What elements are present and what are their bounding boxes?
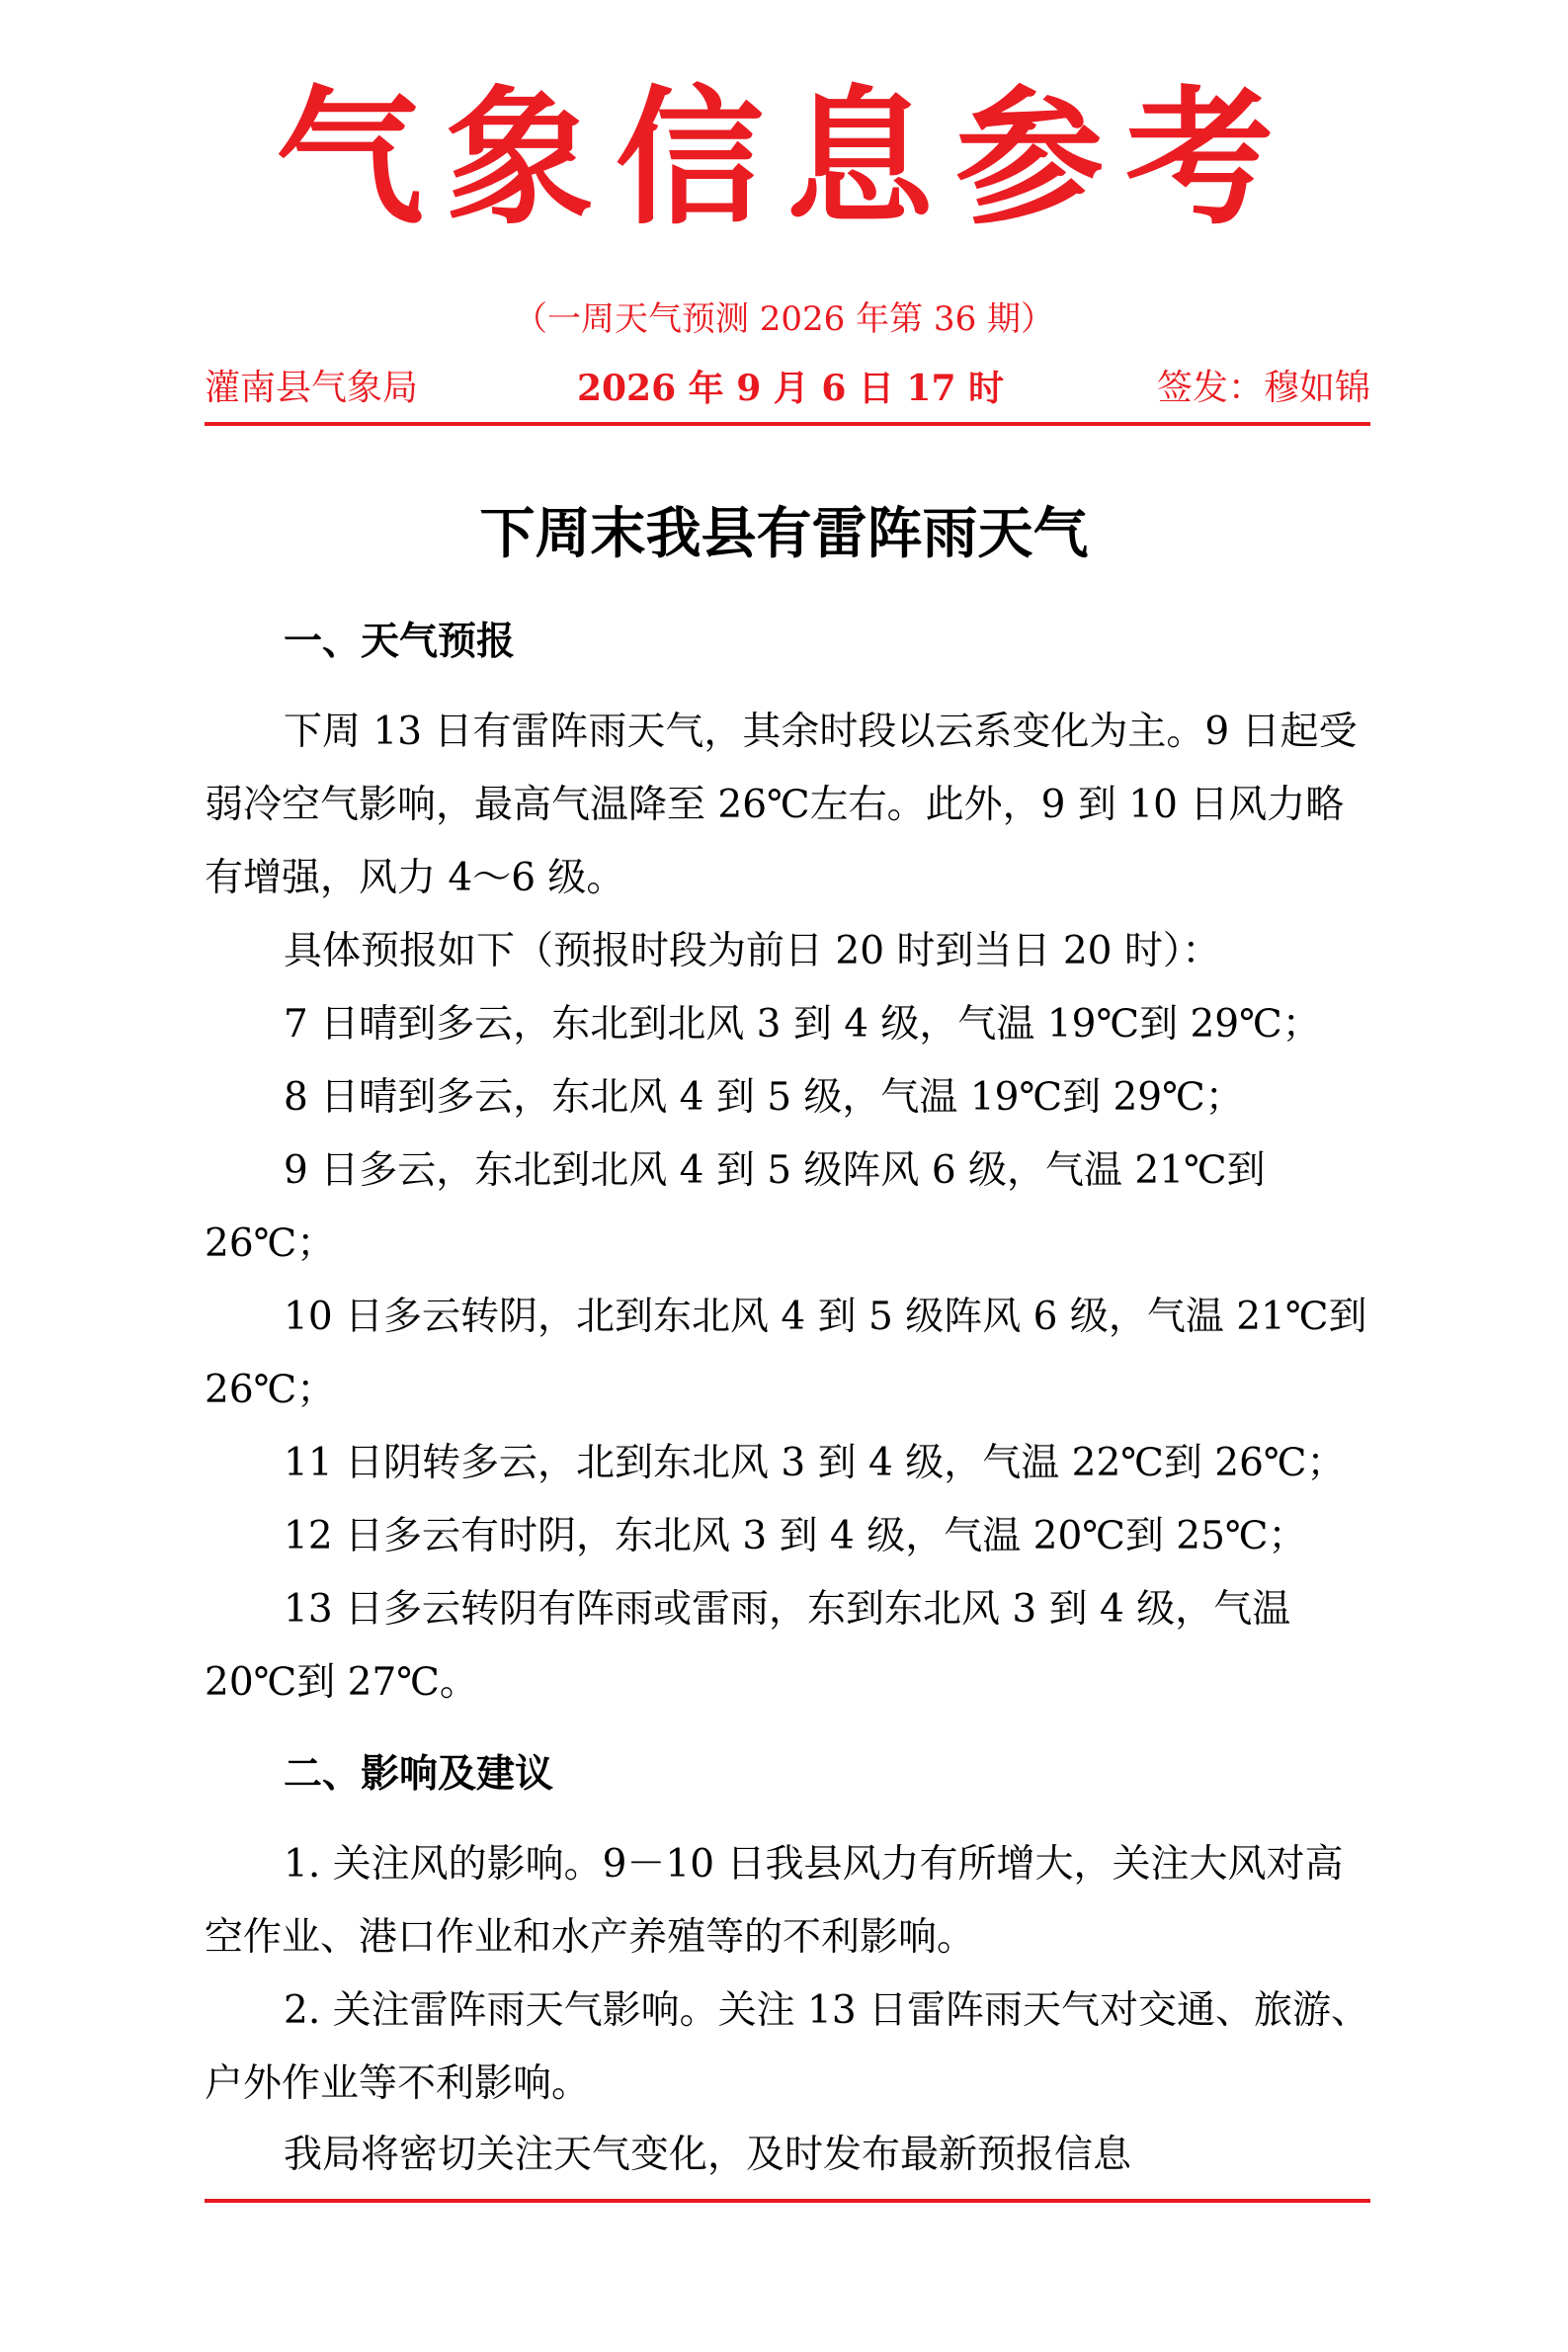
issue-line: （一周天气预测 2026 年第 36 期）	[513, 299, 1055, 339]
masthead-title: 气象信息参考	[275, 71, 1295, 245]
forecast-day: 9 日多云，东北到北风 4 到 5 级阵风 6 级，气温 21℃到 26℃；	[205, 1148, 1266, 1266]
issue-datetime: 2026 年 9 月 6 日 17 时	[576, 368, 1005, 409]
forecast-day: 7 日晴到多云，东北到北风 3 到 4 级，气温 19℃到 29℃；	[284, 1002, 1321, 1047]
section-heading-impact: 二、影响及建议	[284, 1751, 554, 1797]
forecast-day: 13 日多云转阴有阵雨或雷雨，东到东北风 3 到 4 级，气温 20℃到 27℃。	[205, 1587, 1291, 1705]
closing-statement: 我局将密切关注天气变化，及时发布最新预报信息	[284, 2133, 1132, 2177]
header-divider	[205, 422, 1370, 426]
forecast-day: 12 日多云有时阴，东北风 3 到 4 级，气温 20℃到 25℃；	[284, 1514, 1307, 1558]
forecast-day: 8 日晴到多云，东北风 4 到 5 级，气温 19℃到 29℃；	[284, 1075, 1244, 1120]
article-body	[205, 605, 1370, 2121]
forecast-summary: 下周 13 日有雷阵雨天气，其余时段以云系变化为主。9 日起受弱冷空气影响，最高气温降至 26℃左右。此外，9 到 10 日风力略有增强，风力 4～6 级。	[205, 710, 1358, 900]
forecast-intro: 具体预报如下（预报时段为前日 20 时到当日 20 时）：	[284, 929, 1221, 973]
impact-item: 2. 关注雷阵雨天气影响。关注 13 日雷阵雨天气对交通、旅游、户外作业等不利影响。	[205, 1988, 1370, 2106]
article-title: 下周末我县有雷阵雨天气	[479, 501, 1089, 566]
footer-divider	[205, 2199, 1370, 2203]
impact-item: 1. 关注风的影响。9－10 日我县风力有所增大，关注大风对高空作业、港口作业和水产养殖等的不利影响。	[205, 1842, 1344, 1960]
section-heading-forecast: 一、天气预报	[284, 619, 516, 664]
signer: 签发：穆如锦	[1156, 368, 1370, 408]
forecast-day: 11 日阴转多云，北到东北风 3 到 4 级，气温 22℃到 26℃；	[284, 1441, 1346, 1485]
forecast-day: 10 日多云转阴，北到东北风 4 到 5 级阵风 6 级，气温 21℃到 26℃；	[205, 1295, 1367, 1412]
agency-name: 灌南县气象局	[205, 368, 419, 408]
